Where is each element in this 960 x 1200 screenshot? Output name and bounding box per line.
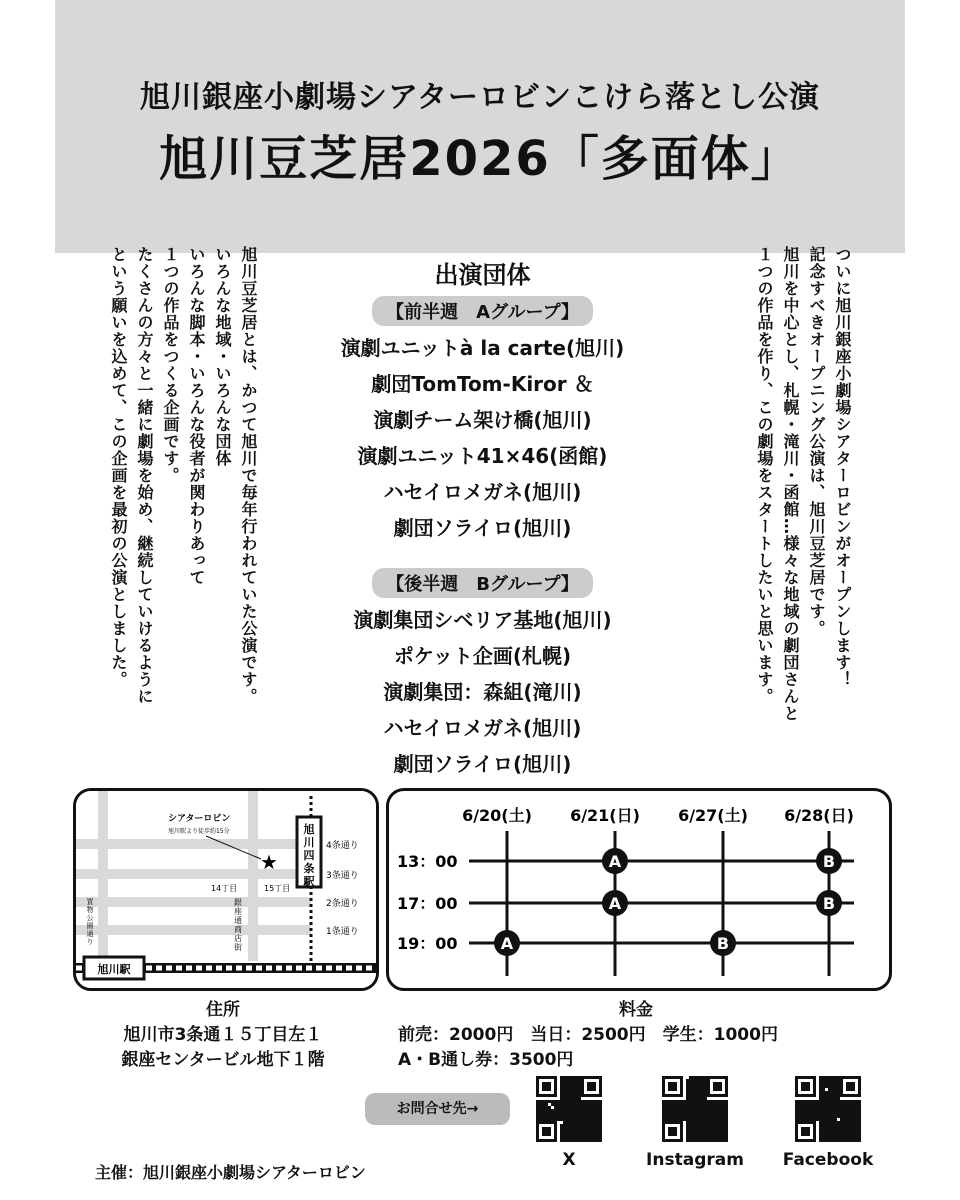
troupe-item: 演劇ユニットà la carte(旭川): [340, 336, 625, 360]
schedule-grid: [389, 791, 889, 988]
station-label-char: 旭: [303, 823, 315, 836]
intro-line: いろんな脚本・いろんな役者が関わりあって: [187, 246, 206, 586]
street-label: 2条通り: [326, 899, 359, 909]
address-title: 住所: [206, 1000, 240, 1020]
station-label-char: 駅: [303, 875, 315, 888]
street-label: 4条通り: [326, 841, 359, 851]
station-label-char: 川: [303, 836, 315, 849]
qr-label-facebook: Facebook: [782, 1150, 874, 1170]
schedule-slot-group: A: [608, 852, 622, 871]
intro-line: たくさんの方々と一緒に劇場を始め、継続していけるように: [135, 246, 154, 705]
theater-note: 旭川駅より徒歩約15分: [168, 828, 230, 835]
subtitle: 旭川銀座小劇場シアターロビンこけら落とし公演: [140, 80, 820, 115]
troupe-item: 劇団ソライロ(旭川): [393, 752, 572, 776]
troupe-item: 劇団TomTom-Kiror ＆: [371, 372, 594, 396]
schedule-box: [386, 788, 892, 991]
troupe-item: 演劇集団シベリア基地(旭川): [353, 608, 612, 632]
street-label: 1条通り: [326, 927, 359, 937]
svg-text:銀: 銀: [234, 898, 242, 907]
intro-left-text: [105, 246, 261, 776]
header-banner: [55, 0, 905, 253]
theater-star-icon: ★: [260, 850, 278, 874]
address-line: 旭川市3条通１５丁目左１: [123, 1025, 323, 1045]
block-label: 14丁目: [211, 884, 238, 893]
price-line: 前売：2000円 当日：2500円 学生：1000円: [398, 1025, 778, 1045]
schedule-slot-group: B: [822, 894, 836, 913]
group-b-label: 【後半週 Bグループ】: [372, 568, 592, 598]
svg-text:園: 園: [86, 922, 94, 930]
park-street-label: [87, 897, 95, 946]
address-line: 銀座センタービル地下１階: [121, 1050, 325, 1070]
svg-text:物: 物: [86, 906, 94, 914]
intro-line: という願いを込めて、この企画を最初の公演としました。: [109, 246, 128, 688]
schedule-time: 13：00: [397, 852, 458, 871]
station-label-char: 四: [303, 849, 315, 862]
qr-code-facebook[interactable]: [795, 1076, 861, 1142]
svg-text:商: 商: [234, 925, 242, 934]
performers-section: [290, 255, 675, 782]
intro-line: ついに旭川銀座小劇場シアターロビンがオープンします！: [833, 246, 852, 688]
troupe-item: 劇団ソライロ(旭川): [393, 516, 572, 540]
troupe-item: 演劇ユニット41×46(函館): [357, 444, 608, 468]
map-graphic: [76, 791, 376, 988]
intro-line: １つの作品を作り、この劇場をスタートしたいと思います。: [755, 246, 774, 705]
station-label-char: 条: [303, 862, 315, 875]
troupe-item: ハセイロメガネ(旭川): [383, 480, 582, 504]
main-title: 旭川豆芝居2026「多面体」: [159, 131, 801, 187]
schedule-slot-group: A: [608, 894, 622, 913]
troupe-item: ハセイロメガネ(旭川): [383, 716, 582, 740]
access-map: [73, 788, 379, 991]
svg-text:店: 店: [234, 934, 242, 943]
schedule-date: 6/21(日): [570, 806, 640, 825]
schedule-date: 6/27(土): [678, 806, 748, 825]
main-station-label: 旭川駅: [97, 963, 131, 976]
schedule-date: 6/28(日): [784, 806, 854, 825]
performers-title: 出演団体: [434, 261, 531, 289]
intro-line: １つの作品をつくる企画です。: [161, 246, 180, 484]
svg-text:座: 座: [234, 907, 242, 916]
price-title: 料金: [619, 1000, 653, 1020]
schedule-time: 17：00: [397, 894, 458, 913]
qr-code-instagram[interactable]: [662, 1076, 728, 1142]
schedule-slot-group: B: [716, 934, 730, 953]
intro-line: 記念すべきオープニング公演は、旭川豆芝居です。: [807, 246, 826, 637]
schedule-date: 6/20(土): [462, 806, 532, 825]
intro-line: 旭川を中心とし、札幌・滝川・函館…様々な地域の劇団さんと: [781, 246, 800, 722]
shopping-street-label: [234, 897, 242, 952]
theater-name: シアターロビン: [168, 814, 231, 824]
schedule-slot-group: A: [500, 934, 514, 953]
qr-code-x[interactable]: [536, 1076, 602, 1142]
sponsor-line: 主催：旭川銀座小劇場シアターロビン: [95, 1163, 366, 1182]
schedule-slot-group: B: [822, 852, 836, 871]
intro-line: 旭川豆芝居とは、かつて旭川で毎年行われていた公演です。: [239, 246, 258, 705]
troupe-item: 演劇集団：森組(滝川): [383, 680, 582, 704]
intro-right-text: [751, 246, 855, 776]
troupe-item: ポケット企画(札幌): [393, 644, 572, 668]
block-label: 15丁目: [264, 884, 291, 893]
svg-text:り: り: [86, 938, 94, 946]
street-label: 3条通り: [326, 871, 359, 881]
svg-text:公: 公: [86, 914, 94, 922]
svg-text:買: 買: [86, 898, 94, 906]
group-a-label: 【前半週 Aグループ】: [372, 296, 593, 326]
troupe-item: 演劇チーム架け橋(旭川): [373, 408, 592, 432]
price-line: A・B通し券：3500円: [398, 1050, 574, 1070]
qr-label-instagram: Instagram: [646, 1150, 744, 1170]
svg-text:通: 通: [234, 916, 242, 925]
contact-label: お問合せ先→: [365, 1093, 510, 1125]
svg-text:街: 街: [234, 943, 242, 952]
schedule-time: 19：00: [397, 934, 458, 953]
svg-text:通: 通: [86, 930, 94, 938]
intro-line: いろんな地域・いろんな団体: [213, 246, 232, 467]
qr-label-x: X: [562, 1150, 576, 1170]
